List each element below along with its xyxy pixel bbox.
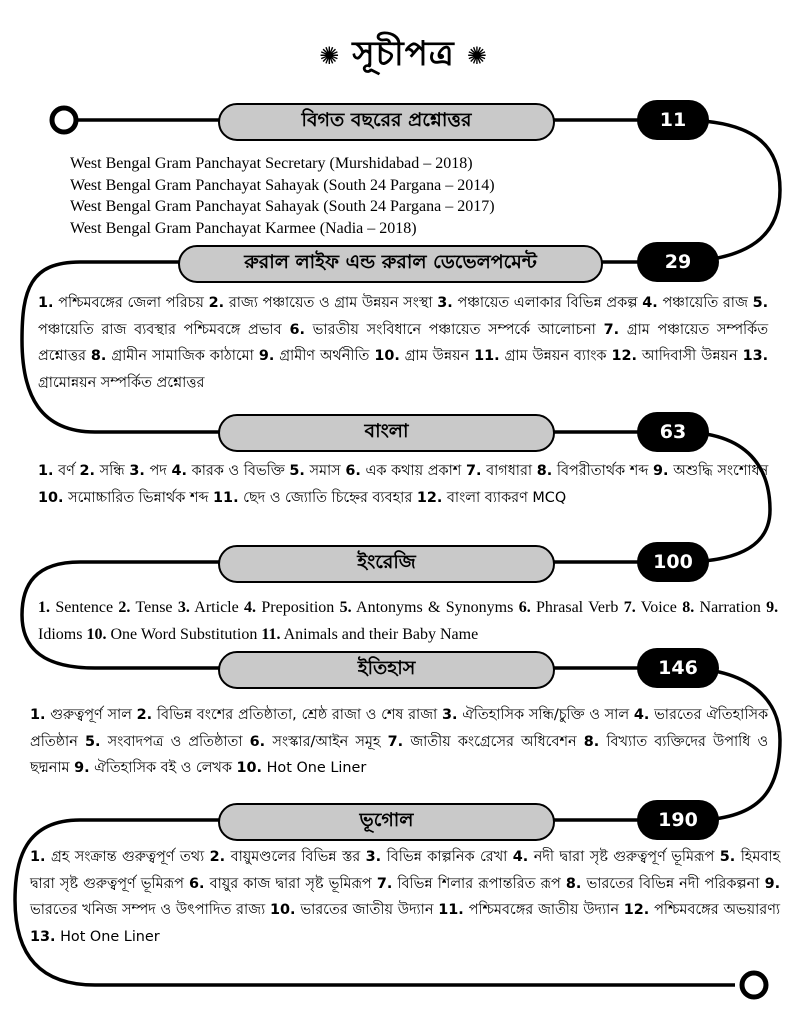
topic-text: ঐতিহাসিক সন্ধি/চুক্তি ও সাল <box>462 707 630 723</box>
topic-number: 4. <box>244 599 257 616</box>
section-heading-bengali: বাংলা <box>218 414 555 452</box>
topic-text: Idioms <box>38 625 83 643</box>
topic-text: পঞ্চায়েত এলাকার বিভিন্ন প্রকল্প <box>457 295 638 311</box>
topic-number: 9. <box>653 463 669 479</box>
topic-item <box>91 348 254 364</box>
topic-item <box>38 295 204 311</box>
topic-text: সমোচ্চারিত ভিন্নার্থক শব্দ <box>68 489 209 506</box>
topic-text: সন্ধি <box>99 463 125 479</box>
topic-item <box>442 707 629 723</box>
topic-paragraph-bengali <box>38 458 768 511</box>
topic-number: 4. <box>171 463 187 479</box>
topic-paragraph-rural-life <box>38 290 768 396</box>
topic-number: 6. <box>289 321 305 338</box>
topic-text: Tense <box>135 599 173 616</box>
topic-item <box>129 463 166 479</box>
topic-item <box>289 463 340 479</box>
topic-number: 10. <box>38 489 64 506</box>
topic-item <box>189 876 372 892</box>
topic-number: 5. <box>752 295 769 311</box>
topic-text: পশ্চিমবঙ্গের অভয়ারণ্য <box>654 902 781 918</box>
flower-ornament-icon: ✺ <box>466 41 488 70</box>
topic-number: 6. <box>518 599 531 616</box>
topic-number: 8. <box>682 599 695 616</box>
topic-number: 1. <box>30 707 46 723</box>
topic-text: গ্রামোন্নয়ন সম্পর্কিত প্রশ্নোত্তর <box>38 374 205 391</box>
exam-line: West Bengal Gram Panchayat Sahayak (South 24 Pargana – 2017) <box>70 198 495 215</box>
topic-item <box>74 760 232 776</box>
topic-number: 8. <box>583 733 600 750</box>
topic-paragraph-english <box>38 595 778 648</box>
topic-text: Animals and their Baby Name <box>283 625 479 643</box>
topic-number: 1. <box>38 295 54 311</box>
topic-number: 1. <box>38 599 50 616</box>
page-number-badge: 100 <box>637 542 709 582</box>
topic-item <box>244 599 334 616</box>
topic-number: 9. <box>74 760 90 776</box>
topic-text: বাগধারা <box>486 463 533 479</box>
topic-text: ভারতের বিভিন্ন নদী পরিকল্পনা <box>586 875 760 892</box>
topic-text: বর্ণ <box>58 463 75 479</box>
topic-number: 2. <box>118 599 131 616</box>
topic-number: 3. <box>129 463 145 479</box>
topic-text: নদী দ্বারা সৃষ্ট গুরুত্বপূর্ণ ভূমিরূপ <box>533 849 715 865</box>
topic-text: বিভিন্ন বংশের প্রতিষ্ঠাতা, শ্রেষ্ঠ রাজা ও শেষ রাজা <box>156 707 438 723</box>
topic-number: 11. <box>213 489 239 506</box>
topic-item <box>611 348 737 364</box>
topic-item <box>366 849 508 865</box>
topic-item <box>474 348 606 364</box>
previous-years-list <box>70 153 495 239</box>
topic-item <box>345 463 461 479</box>
topic-text: Sentence <box>55 599 114 616</box>
section-heading-rural-life: রুরাল লাইফ এন্ড রুরাল ডেভেলপমেন্ট <box>178 245 603 283</box>
topic-text: সমাস <box>309 463 341 479</box>
topic-text: হিমবাহ দ্বারা সৃষ্ট গুরুত্বপূর্ণ ভূমিরূপ <box>30 849 781 892</box>
topic-text: গ্রামীণ অর্থনীতি <box>279 348 370 364</box>
topic-item <box>270 902 433 918</box>
topic-text: গ্রহ সংক্রান্ত গুরুত্বপূর্ণ তথ্য <box>50 849 205 865</box>
topic-item <box>30 929 160 945</box>
topic-text: বায়ুমণ্ডলের বিভিন্ন স্তর <box>230 849 361 865</box>
topic-item <box>437 295 637 311</box>
topic-text: Phrasal Verb <box>536 599 619 616</box>
page-number-badge: 146 <box>637 648 719 688</box>
topic-text: গ্রামীন সামাজিক কাঠামো <box>111 348 254 364</box>
topic-text: সংস্কার/আইন সমূহ <box>272 733 381 750</box>
topic-item <box>438 902 619 918</box>
topic-number: 2. <box>79 463 95 479</box>
topic-item <box>417 490 566 506</box>
topic-number: 1. <box>38 463 54 479</box>
topic-item <box>519 599 619 616</box>
page-number-badge: 11 <box>637 100 709 140</box>
topic-number: 3. <box>437 295 453 311</box>
topic-text: বায়ুর কাজ দ্বারা সৃষ্ট ভূমিরূপ <box>209 875 372 892</box>
topic-item <box>642 295 748 311</box>
topic-text: ভারতের ঐতিহাসিক প্রতিষ্ঠান <box>30 707 769 750</box>
topic-item <box>513 849 715 865</box>
topic-text: Antonyms & Synonyms <box>356 599 514 616</box>
topic-number: 1. <box>30 849 46 865</box>
topic-number: 2. <box>209 849 226 865</box>
page-title-text: সূচীপত্র <box>352 34 455 74</box>
topic-text: Preposition <box>261 599 335 616</box>
topic-number: 4. <box>633 707 650 723</box>
topic-number: 5. <box>289 463 305 479</box>
topic-number: 8. <box>90 348 107 364</box>
topic-item <box>653 463 768 479</box>
topic-number: 11. <box>261 625 281 643</box>
topic-item <box>340 599 514 616</box>
topic-number: 4. <box>642 295 658 311</box>
topic-item <box>261 626 478 643</box>
topic-text: ভারতের জাতীয় উদ্যান <box>300 902 434 918</box>
topic-text: Hot One Liner <box>266 760 367 776</box>
topic-text: কারক ও বিভক্তি <box>191 463 285 479</box>
topic-item <box>537 463 649 479</box>
topic-text: গ্রাম উন্নয়ন ব্যাংক <box>504 348 607 364</box>
topic-number: 12. <box>416 489 443 506</box>
topic-text: পশ্চিমবঙ্গের জাতীয় উদ্যান <box>468 902 619 918</box>
topic-text: বিভিন্ন কাল্পনিক রেখা <box>386 849 508 865</box>
topic-text: গ্রাম উন্নয়ন <box>404 348 470 364</box>
topic-item <box>213 490 412 506</box>
topic-item <box>388 734 577 750</box>
topic-text: পশ্চিমবঙ্গের জেলা পরিচয় <box>58 295 204 311</box>
page-title <box>0 28 807 85</box>
topic-number: 10. <box>270 902 296 918</box>
topic-text: পঞ্চায়েতি রাজ <box>662 295 748 311</box>
topic-number: 9. <box>258 348 275 364</box>
topic-number: 3. <box>365 849 382 865</box>
topic-text: ঐতিহাসিক বই ও লেখক <box>94 760 232 776</box>
topic-text: বিখ্যাত ব্যক্তিদের উপাধি ও ছদ্মনাম <box>30 733 769 776</box>
topic-text: গুরুত্বপূর্ণ সাল <box>50 707 132 723</box>
topic-text: গ্রাম পঞ্চায়েত সম্পর্কিত প্রশ্নোত্তর <box>38 321 769 364</box>
topic-number: 7. <box>623 599 636 616</box>
topic-number: 8. <box>565 875 582 892</box>
exam-line: West Bengal Gram Panchayat Secretary (Murshidabad – 2018) <box>70 155 473 172</box>
topic-number: 11. <box>474 348 500 364</box>
topic-text: পদ <box>149 463 167 479</box>
topic-item <box>137 707 438 723</box>
topic-item <box>250 734 381 750</box>
topic-text: অশুদ্ধি সংশোধন <box>673 463 769 479</box>
topic-number: 5. <box>84 733 101 750</box>
section-heading-previous-years: বিগত বছরের প্রশ্নোত্তর <box>218 103 555 141</box>
topic-text: ছেদ ও জ্যোতি চিহ্নের ব্যবহার <box>243 489 413 506</box>
topic-paragraph-history <box>30 702 768 782</box>
topic-number: 6. <box>249 733 266 750</box>
topic-item <box>85 734 243 750</box>
topic-text: Hot One Liner <box>60 928 160 945</box>
section-heading-history: ইতিহাস <box>218 651 555 689</box>
topic-item <box>86 626 257 643</box>
topic-item <box>624 902 780 918</box>
topic-text: বিপরীতার্থক শব্দ <box>556 463 649 479</box>
topic-item <box>374 348 469 364</box>
topic-text: Article <box>194 599 239 616</box>
topic-item <box>209 295 433 311</box>
topic-number: 10. <box>236 760 263 776</box>
topic-item <box>80 463 125 479</box>
topic-number: 13. <box>742 348 769 364</box>
topic-item <box>118 599 172 616</box>
topic-number: 2. <box>136 707 153 723</box>
topic-number: 9. <box>766 599 779 616</box>
topic-text: Narration <box>699 599 761 616</box>
exam-line: West Bengal Gram Panchayat Karmee (Nadia – 2018) <box>70 219 417 237</box>
topic-number: 10. <box>86 625 107 643</box>
topic-number: 2. <box>208 295 225 311</box>
topic-number: 10. <box>374 348 400 364</box>
section-heading-english: ইংরেজি <box>218 545 555 583</box>
topic-number: 7. <box>376 875 393 892</box>
topic-item <box>38 490 208 506</box>
topic-item <box>259 348 370 364</box>
topic-item <box>466 463 532 479</box>
topic-item <box>377 876 561 892</box>
topic-text: জাতীয় কংগ্রেসের অধিবেশন <box>410 733 577 750</box>
topic-item <box>38 463 75 479</box>
topic-text: Voice <box>640 599 677 616</box>
topic-number: 7. <box>387 733 404 750</box>
topic-number: 6. <box>188 875 205 892</box>
topic-number: 12. <box>611 348 637 364</box>
topic-item <box>289 322 595 338</box>
topic-number: 7. <box>603 321 620 338</box>
topic-item <box>178 599 239 616</box>
topic-item <box>210 849 361 865</box>
topic-text: সংবাদপত্র ও প্রতিষ্ঠাতা <box>107 733 243 750</box>
topic-item <box>38 599 113 616</box>
topic-number: 5. <box>719 849 736 865</box>
topic-number: 3. <box>177 599 190 616</box>
topic-number: 9. <box>764 875 781 892</box>
topic-number: 6. <box>345 463 361 479</box>
topic-number: 13. <box>30 928 56 945</box>
topic-number: 5. <box>339 599 352 616</box>
topic-item <box>566 876 760 892</box>
topic-text: পঞ্চায়েতি রাজ ব্যবস্থার পশ্চিমবঙ্গে প্রভাব <box>38 321 282 338</box>
page-number-badge: 190 <box>637 800 719 840</box>
topic-number: 7. <box>465 463 482 479</box>
track-end-ring <box>742 973 766 997</box>
flower-ornament-icon: ✺ <box>319 41 341 70</box>
topic-item <box>171 463 284 479</box>
topic-item <box>237 760 367 776</box>
topic-text: রাজ্য পঞ্চায়েত ও গ্রাম উন্নয়ন সংস্থা <box>228 295 433 311</box>
topic-number: 8. <box>536 463 553 479</box>
topic-number: 3. <box>441 707 458 723</box>
exam-line: West Bengal Gram Panchayat Sahayak (South 24 Pargana – 2014) <box>70 176 495 194</box>
topic-text: ভারতের খনিজ সম্পদ ও উৎপাদিত রাজ্য <box>30 902 266 918</box>
topic-paragraph-geography <box>30 844 780 950</box>
topic-text: বাংলা ব্যাকরণ MCQ <box>446 489 567 506</box>
page-number-badge: 63 <box>637 412 709 452</box>
topic-text: One Word Substitution <box>110 625 258 643</box>
topic-number: 4. <box>512 849 529 865</box>
topic-number: 11. <box>438 902 464 918</box>
topic-item <box>624 599 677 616</box>
track-start-ring <box>52 108 76 132</box>
page-number-badge: 29 <box>637 242 719 282</box>
topic-item <box>682 599 761 616</box>
topic-number: 12. <box>623 902 650 918</box>
topic-item <box>30 707 132 723</box>
section-heading-geography: ভূগোল <box>218 803 555 841</box>
topic-item <box>30 849 204 865</box>
topic-text: বিভিন্ন শিলার রূপান্তরিত রূপ <box>397 875 561 892</box>
topic-text: এক কথায় প্রকাশ <box>365 463 462 479</box>
topic-text: আদিবাসী উন্নয়ন <box>641 348 738 364</box>
topic-text: ভারতীয় সংবিধানে পঞ্চায়েত সম্পর্কে আলোচনা <box>312 321 596 338</box>
